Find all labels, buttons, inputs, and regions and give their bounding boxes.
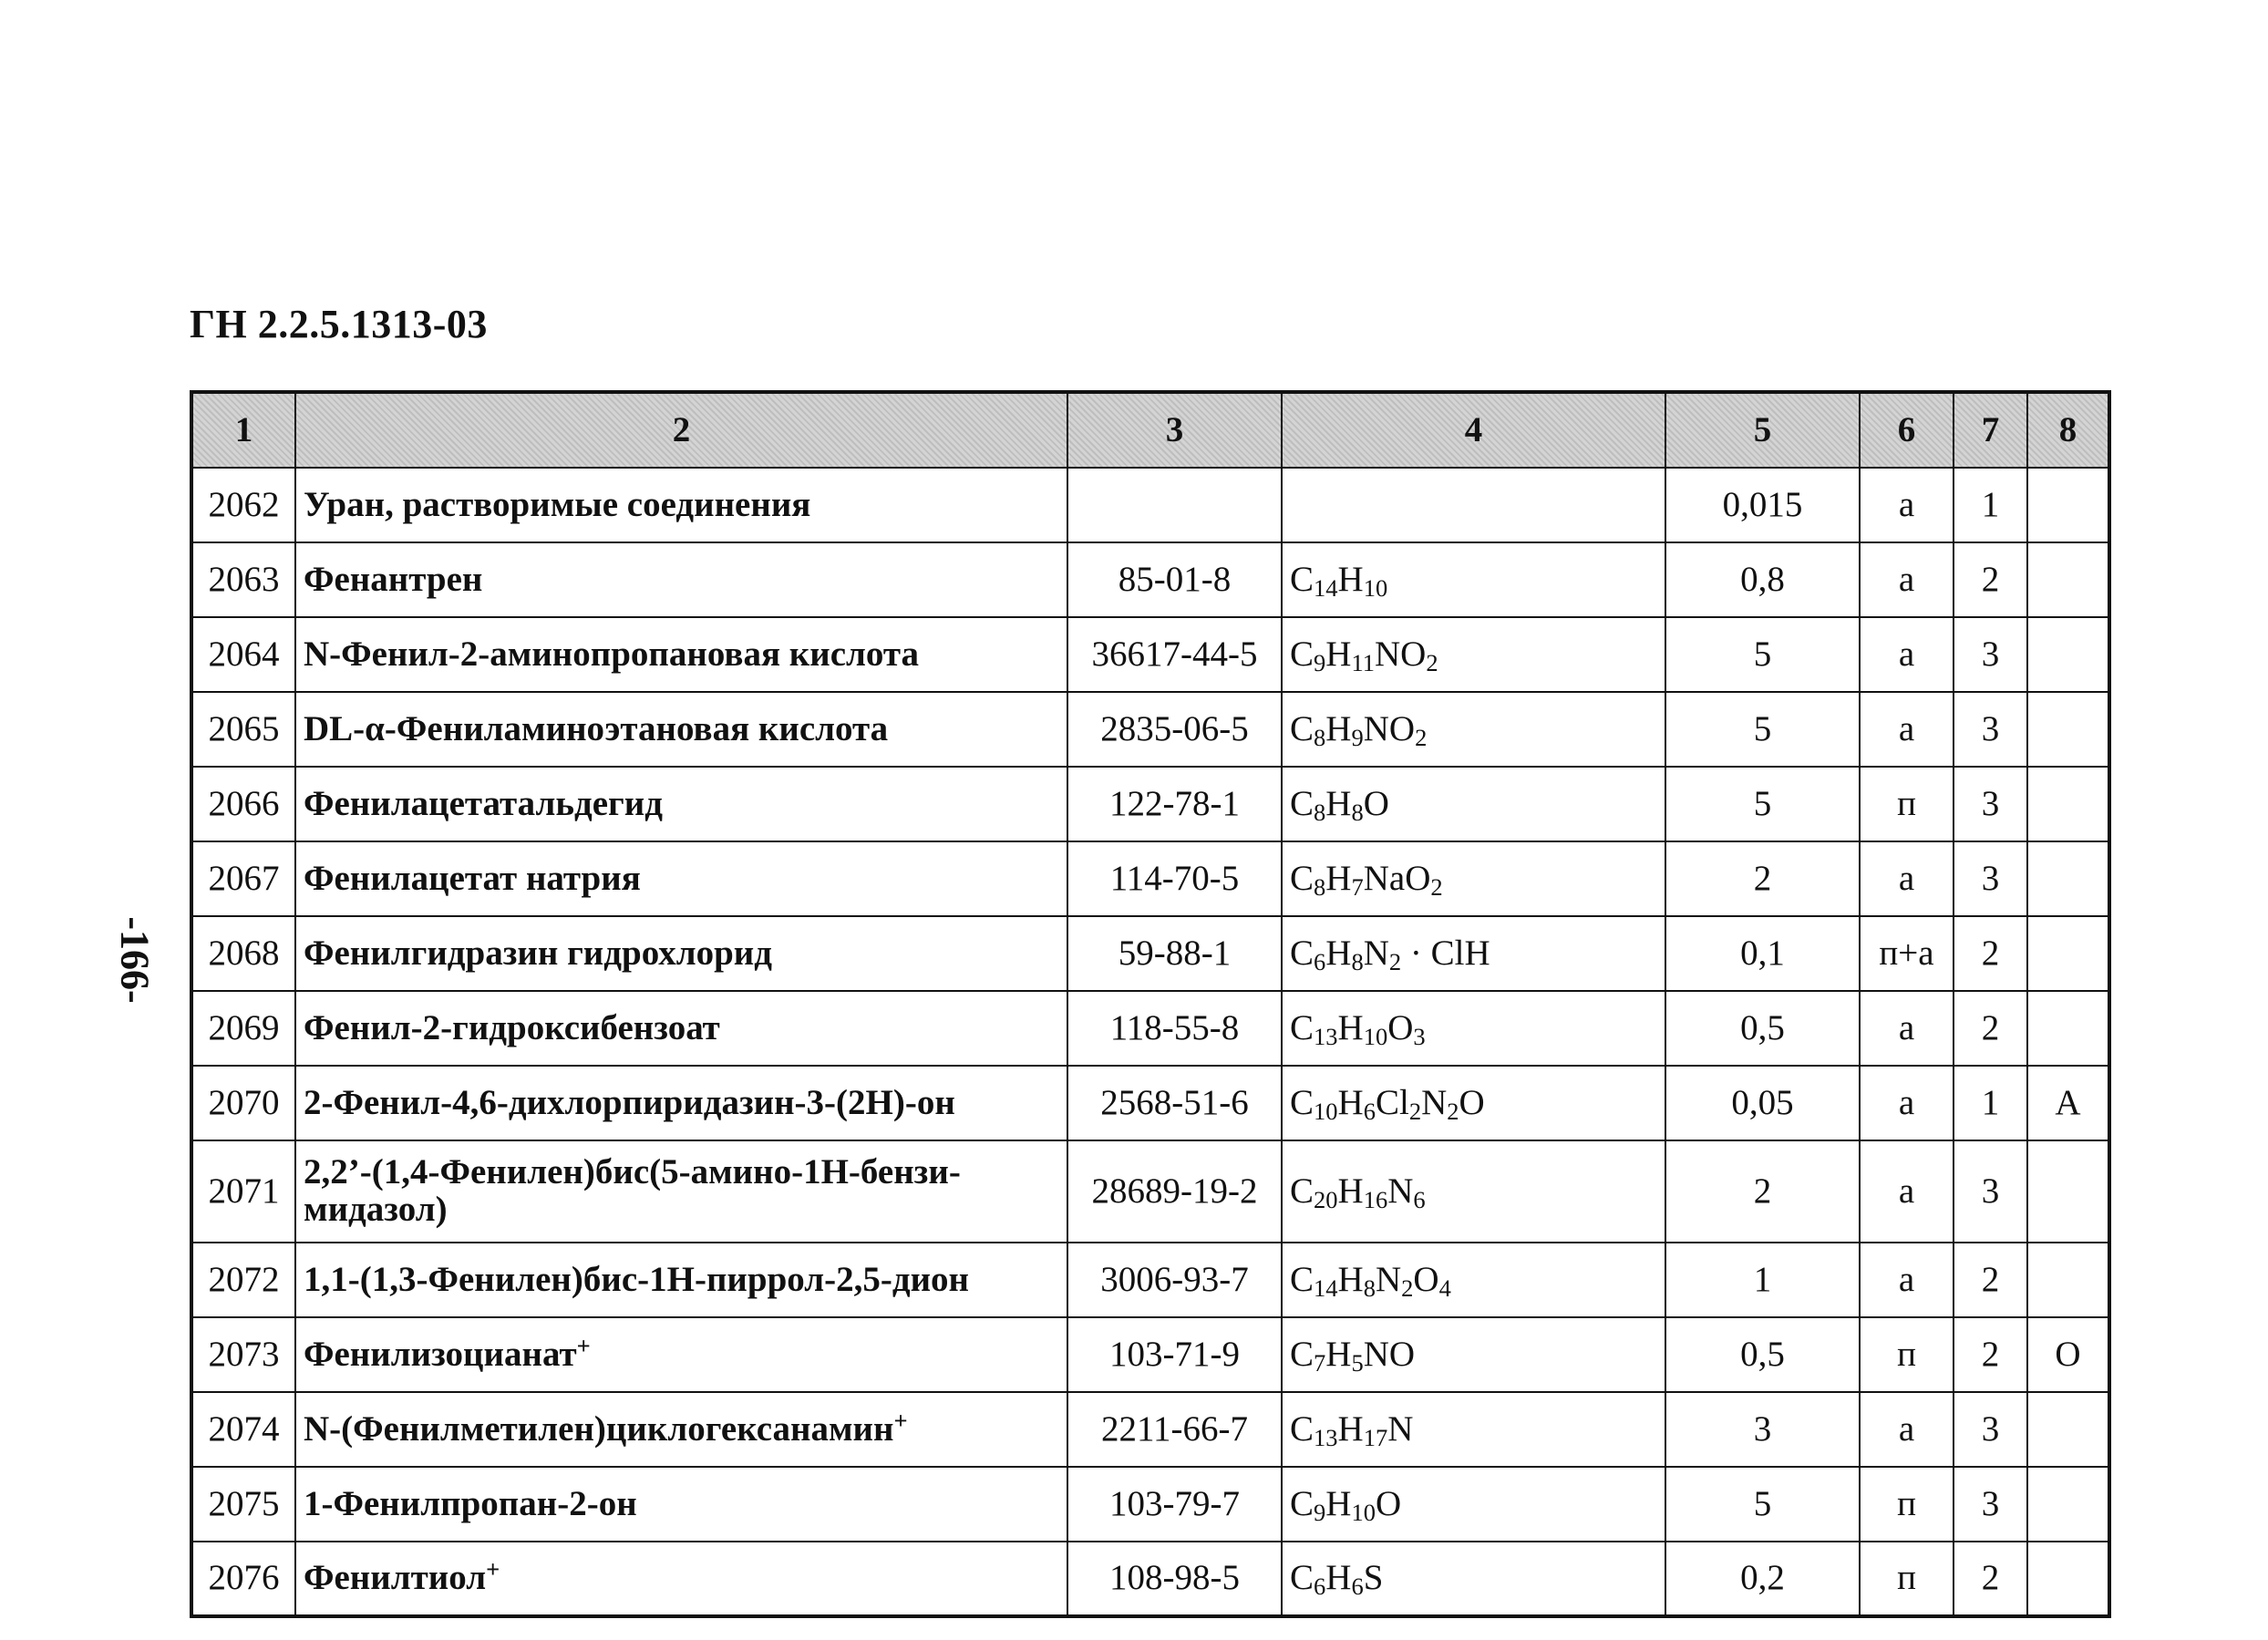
substance-name-cell xyxy=(295,617,1067,692)
formula-subscript: 6 xyxy=(1413,1185,1426,1213)
formula-subscript: 6 xyxy=(1314,947,1326,975)
substance-name: 2,2’-(1,4-Фенилен)бис(5-амино-1H-бензи-мидазол) xyxy=(304,1152,961,1229)
formula-subscript: 2 xyxy=(1447,1097,1459,1125)
cas-number-cell: 108-98-5 xyxy=(1067,1542,1282,1616)
substance-name-cell xyxy=(295,1243,1067,1317)
formula-subscript: 16 xyxy=(1363,1185,1388,1213)
note-cell xyxy=(2027,991,2109,1066)
row-number-cell: 2070 xyxy=(191,1066,295,1140)
table-row xyxy=(191,1140,2109,1243)
formula-part: C xyxy=(1290,1082,1314,1122)
cas-number-cell: 2568-51-6 xyxy=(1067,1066,1282,1140)
note-cell xyxy=(2027,1392,2109,1467)
table-row xyxy=(191,1392,2109,1467)
formula-subscript: 6 xyxy=(1363,1097,1376,1125)
table-row xyxy=(191,1467,2109,1542)
page-number: -166- xyxy=(112,916,158,1004)
substance-table xyxy=(190,390,2111,1618)
formula-part: NO xyxy=(1363,1334,1416,1374)
substance-name: Фенилгидразин гидрохлорид xyxy=(304,933,772,973)
formula-cell xyxy=(1282,1317,1665,1392)
formula-subscript: 6 xyxy=(1314,1572,1326,1600)
formula-cell xyxy=(1282,1542,1665,1616)
formula-subscript: 10 xyxy=(1363,573,1388,602)
aggregate-state-cell: п xyxy=(1860,767,1954,841)
column-header: 6 xyxy=(1860,392,1954,468)
table-row xyxy=(191,692,2109,767)
table-row xyxy=(191,1066,2109,1140)
cas-number-cell: 103-79-7 xyxy=(1067,1467,1282,1542)
table-row xyxy=(191,1243,2109,1317)
formula-part: C xyxy=(1290,1007,1314,1047)
limit-value-cell: 2 xyxy=(1665,841,1860,916)
formula-part: N xyxy=(1387,1408,1414,1449)
formula-cell xyxy=(1282,1392,1665,1467)
substance-name: Фенилизоцианат xyxy=(304,1334,577,1374)
substance-name-cell xyxy=(295,1542,1067,1616)
table-header-row xyxy=(191,392,2109,468)
substance-name: N-Фенил-2-аминопропановая кислота xyxy=(304,634,920,674)
row-number-cell: 2069 xyxy=(191,991,295,1066)
name-superscript: + xyxy=(486,1554,500,1583)
row-number-cell: 2076 xyxy=(191,1542,295,1616)
note-cell xyxy=(2027,1140,2109,1243)
formula-part: C xyxy=(1290,858,1314,898)
cas-number-cell: 114-70-5 xyxy=(1067,841,1282,916)
column-header: 4 xyxy=(1282,392,1665,468)
formula-cell xyxy=(1282,916,1665,991)
cas-number-cell: 85-01-8 xyxy=(1067,542,1282,617)
note-cell: О xyxy=(2027,1317,2109,1392)
formula-part: C xyxy=(1290,1259,1314,1299)
substance-name: N-(Фенилметилен)циклогексанамин xyxy=(304,1408,894,1449)
cas-number-cell: 122-78-1 xyxy=(1067,767,1282,841)
substance-name-cell xyxy=(295,692,1067,767)
formula-subscript: 2 xyxy=(1415,723,1428,751)
table-row xyxy=(191,841,2109,916)
note-cell xyxy=(2027,916,2109,991)
aggregate-state-cell: п xyxy=(1860,1467,1954,1542)
formula-part: H xyxy=(1325,858,1352,898)
note-cell xyxy=(2027,767,2109,841)
cas-number-cell: 59-88-1 xyxy=(1067,916,1282,991)
limit-value-cell: 0,2 xyxy=(1665,1542,1860,1616)
limit-value-cell: 5 xyxy=(1665,1467,1860,1542)
formula-part: Cl xyxy=(1375,1082,1409,1122)
substance-name: DL-α-Фениламиноэтановая кислота xyxy=(304,708,889,748)
formula-subscript: 11 xyxy=(1351,648,1375,676)
formula-subscript: 20 xyxy=(1314,1185,1338,1213)
hazard-class-cell: 2 xyxy=(1954,916,2027,991)
limit-value-cell: 3 xyxy=(1665,1392,1860,1467)
cas-number-cell: 28689-19-2 xyxy=(1067,1140,1282,1243)
formula-cell xyxy=(1282,991,1665,1066)
formula-cell xyxy=(1282,1066,1665,1140)
formula-cell xyxy=(1282,1467,1665,1542)
formula-part: C xyxy=(1290,708,1314,748)
substance-name: Фенилацетат натрия xyxy=(304,858,641,898)
note-cell xyxy=(2027,617,2109,692)
cas-number-cell xyxy=(1067,468,1282,542)
substance-name: 1,1-(1,3-Фенилен)бис-1H-пиррол-2,5-дион xyxy=(304,1259,970,1299)
formula-subscript: 8 xyxy=(1314,872,1326,901)
substance-name-cell xyxy=(295,767,1067,841)
formula-subscript: 17 xyxy=(1363,1423,1388,1451)
substance-name: 1-Фенилпропан-2-он xyxy=(304,1483,637,1523)
limit-value-cell: 5 xyxy=(1665,617,1860,692)
formula-part: C xyxy=(1290,1558,1314,1598)
formula-part: N xyxy=(1363,933,1389,973)
aggregate-state-cell: п xyxy=(1860,1542,1954,1616)
formula-part: H xyxy=(1337,1408,1364,1449)
formula-part: N xyxy=(1421,1082,1448,1122)
formula-subscript: 6 xyxy=(1351,1572,1364,1600)
formula-subscript: 2 xyxy=(1388,947,1402,975)
cas-number-cell: 3006-93-7 xyxy=(1067,1243,1282,1317)
formula-subscript: 9 xyxy=(1314,648,1326,676)
hazard-class-cell: 2 xyxy=(1954,1243,2027,1317)
hazard-class-cell: 3 xyxy=(1954,617,2027,692)
limit-value-cell: 1 xyxy=(1665,1243,1860,1317)
row-number-cell: 2065 xyxy=(191,692,295,767)
formula-part: H xyxy=(1325,1558,1352,1598)
substance-name-cell xyxy=(295,468,1067,542)
aggregate-state-cell: а xyxy=(1860,1140,1954,1243)
formula-cell xyxy=(1282,692,1665,767)
formula-subscript: 8 xyxy=(1314,723,1326,751)
note-cell xyxy=(2027,1467,2109,1542)
aggregate-state-cell: а xyxy=(1860,542,1954,617)
limit-value-cell: 5 xyxy=(1665,692,1860,767)
row-number-cell: 2068 xyxy=(191,916,295,991)
row-number-cell: 2064 xyxy=(191,617,295,692)
formula-subscript: 14 xyxy=(1314,1274,1338,1302)
cas-number-cell: 2211-66-7 xyxy=(1067,1392,1282,1467)
aggregate-state-cell: п xyxy=(1860,1317,1954,1392)
note-cell: А xyxy=(2027,1066,2109,1140)
table-row xyxy=(191,542,2109,617)
row-number-cell: 2073 xyxy=(191,1317,295,1392)
aggregate-state-cell: а xyxy=(1860,841,1954,916)
formula-part: O xyxy=(1413,1259,1439,1299)
hazard-class-cell: 3 xyxy=(1954,767,2027,841)
substance-name-cell xyxy=(295,1467,1067,1542)
table-row xyxy=(191,991,2109,1066)
formula-part: C xyxy=(1290,933,1314,973)
formula-part: NaO xyxy=(1363,858,1431,898)
name-superscript: + xyxy=(576,1331,591,1359)
formula-part: C xyxy=(1290,1408,1314,1449)
row-number-cell: 2062 xyxy=(191,468,295,542)
formula-cell xyxy=(1282,1140,1665,1243)
formula-cell xyxy=(1282,617,1665,692)
formula-part: C xyxy=(1290,1171,1314,1211)
row-number-cell: 2063 xyxy=(191,542,295,617)
formula-subscript: 4 xyxy=(1438,1274,1451,1302)
substance-name-cell xyxy=(295,841,1067,916)
note-cell xyxy=(2027,692,2109,767)
substance-name-cell xyxy=(295,1140,1067,1243)
substance-name-cell xyxy=(295,916,1067,991)
formula-part: H xyxy=(1337,1259,1364,1299)
formula-part: O xyxy=(1459,1082,1485,1122)
substance-name-cell xyxy=(295,542,1067,617)
formula-part: · ClH xyxy=(1401,933,1490,973)
limit-value-cell: 0,8 xyxy=(1665,542,1860,617)
formula-subscript: 7 xyxy=(1314,1348,1326,1377)
hazard-class-cell: 3 xyxy=(1954,1392,2027,1467)
formula-subscript: 14 xyxy=(1314,573,1338,602)
row-number-cell: 2075 xyxy=(191,1467,295,1542)
formula-subscript: 8 xyxy=(1363,1274,1376,1302)
limit-value-cell: 0,5 xyxy=(1665,1317,1860,1392)
column-header: 8 xyxy=(2027,392,2109,468)
formula-part: NO xyxy=(1363,708,1416,748)
formula-subscript: 5 xyxy=(1351,1348,1364,1377)
formula-part: H xyxy=(1337,1082,1364,1122)
formula-subscript: 8 xyxy=(1351,798,1364,826)
formula-subscript: 10 xyxy=(1314,1097,1338,1125)
substance-name-cell xyxy=(295,991,1067,1066)
column-header: 7 xyxy=(1954,392,2027,468)
aggregate-state-cell: п+а xyxy=(1860,916,1954,991)
substance-name-cell xyxy=(295,1317,1067,1392)
limit-value-cell: 2 xyxy=(1665,1140,1860,1243)
hazard-class-cell: 2 xyxy=(1954,542,2027,617)
formula-subscript: 2 xyxy=(1401,1274,1414,1302)
formula-part: NO xyxy=(1375,634,1427,674)
formula-subscript: 9 xyxy=(1314,1498,1326,1526)
substance-name-cell xyxy=(295,1392,1067,1467)
formula-cell xyxy=(1282,1243,1665,1317)
column-header: 5 xyxy=(1665,392,1860,468)
substance-name: Фенантрен xyxy=(304,559,483,599)
formula-cell xyxy=(1282,841,1665,916)
row-number-cell: 2074 xyxy=(191,1392,295,1467)
aggregate-state-cell: а xyxy=(1860,617,1954,692)
column-header: 3 xyxy=(1067,392,1282,468)
formula-part: H xyxy=(1325,1334,1352,1374)
aggregate-state-cell: а xyxy=(1860,692,1954,767)
formula-part: C xyxy=(1290,634,1314,674)
substance-name: Фенилтиол xyxy=(304,1558,487,1598)
formula-part: N xyxy=(1387,1171,1414,1211)
formula-part: O xyxy=(1375,1483,1402,1523)
formula-part: H xyxy=(1325,708,1352,748)
table-row xyxy=(191,916,2109,991)
row-number-cell: 2072 xyxy=(191,1243,295,1317)
formula-part: N xyxy=(1375,1259,1402,1299)
note-cell xyxy=(2027,1542,2109,1616)
substance-name: 2-Фенил-4,6-дихлорпиридазин-3-(2H)-он xyxy=(304,1082,955,1122)
table-row xyxy=(191,468,2109,542)
formula-part: C xyxy=(1290,783,1314,823)
note-cell xyxy=(2027,1243,2109,1317)
hazard-class-cell: 2 xyxy=(1954,1542,2027,1616)
aggregate-state-cell: а xyxy=(1860,1392,1954,1467)
hazard-class-cell: 3 xyxy=(1954,1467,2027,1542)
substance-name: Уран, растворимые соединения xyxy=(304,484,811,524)
cas-number-cell: 103-71-9 xyxy=(1067,1317,1282,1392)
formula-subscript: 13 xyxy=(1314,1423,1338,1451)
limit-value-cell: 0,05 xyxy=(1665,1066,1860,1140)
column-header: 2 xyxy=(295,392,1067,468)
formula-subscript: 8 xyxy=(1314,798,1326,826)
row-number-cell: 2067 xyxy=(191,841,295,916)
limit-value-cell: 0,5 xyxy=(1665,991,1860,1066)
formula-cell xyxy=(1282,542,1665,617)
formula-cell xyxy=(1282,767,1665,841)
formula-subscript: 3 xyxy=(1413,1022,1426,1050)
aggregate-state-cell: а xyxy=(1860,468,1954,542)
formula-part: O xyxy=(1363,783,1389,823)
hazard-class-cell: 1 xyxy=(1954,1066,2027,1140)
table-row xyxy=(191,767,2109,841)
substance-name: Фенил-2-гидроксибензоат xyxy=(304,1007,720,1047)
note-cell xyxy=(2027,841,2109,916)
formula-subscript: 2 xyxy=(1430,872,1443,901)
formula-part: O xyxy=(1387,1007,1414,1047)
formula-part: C xyxy=(1290,1334,1314,1374)
formula-part: H xyxy=(1325,1483,1352,1523)
table-row xyxy=(191,1542,2109,1616)
formula-subscript: 10 xyxy=(1351,1498,1376,1526)
formula-subscript: 13 xyxy=(1314,1022,1338,1050)
formula-cell xyxy=(1282,468,1665,542)
formula-subscript: 9 xyxy=(1351,723,1364,751)
hazard-class-cell: 3 xyxy=(1954,692,2027,767)
table-body xyxy=(191,468,2109,1616)
limit-value-cell: 0,015 xyxy=(1665,468,1860,542)
substance-name-cell xyxy=(295,1066,1067,1140)
aggregate-state-cell: а xyxy=(1860,991,1954,1066)
note-cell xyxy=(2027,542,2109,617)
formula-part: H xyxy=(1337,1007,1364,1047)
formula-part: H xyxy=(1337,1171,1364,1211)
table-row xyxy=(191,617,2109,692)
document-header: ГН 2.2.5.1313-03 xyxy=(190,302,488,346)
formula-part: S xyxy=(1363,1558,1384,1598)
column-header: 1 xyxy=(191,392,295,468)
hazard-class-cell: 3 xyxy=(1954,1140,2027,1243)
formula-subscript: 2 xyxy=(1426,648,1438,676)
hazard-class-cell: 2 xyxy=(1954,991,2027,1066)
formula-part: C xyxy=(1290,559,1314,599)
formula-subscript: 10 xyxy=(1363,1022,1388,1050)
aggregate-state-cell: а xyxy=(1860,1066,1954,1140)
hazard-class-cell: 2 xyxy=(1954,1317,2027,1392)
cas-number-cell: 36617-44-5 xyxy=(1067,617,1282,692)
row-number-cell: 2066 xyxy=(191,767,295,841)
hazard-class-cell: 3 xyxy=(1954,841,2027,916)
limit-value-cell: 0,1 xyxy=(1665,916,1860,991)
formula-part: H xyxy=(1325,783,1352,823)
limit-value-cell: 5 xyxy=(1665,767,1860,841)
formula-subscript: 8 xyxy=(1351,947,1364,975)
formula-part: H xyxy=(1337,559,1364,599)
aggregate-state-cell: а xyxy=(1860,1243,1954,1317)
cas-number-cell: 2835-06-5 xyxy=(1067,692,1282,767)
formula-part: H xyxy=(1325,634,1352,674)
formula-part: H xyxy=(1325,933,1352,973)
formula-subscript: 2 xyxy=(1408,1097,1422,1125)
formula-part: C xyxy=(1290,1483,1314,1523)
hazard-class-cell: 1 xyxy=(1954,468,2027,542)
note-cell xyxy=(2027,468,2109,542)
row-number-cell: 2071 xyxy=(191,1140,295,1243)
table-row xyxy=(191,1317,2109,1392)
substance-name: Фенилацетатальдегид xyxy=(304,783,663,823)
formula-subscript: 7 xyxy=(1351,872,1364,901)
cas-number-cell: 118-55-8 xyxy=(1067,991,1282,1066)
name-superscript: + xyxy=(893,1406,908,1434)
